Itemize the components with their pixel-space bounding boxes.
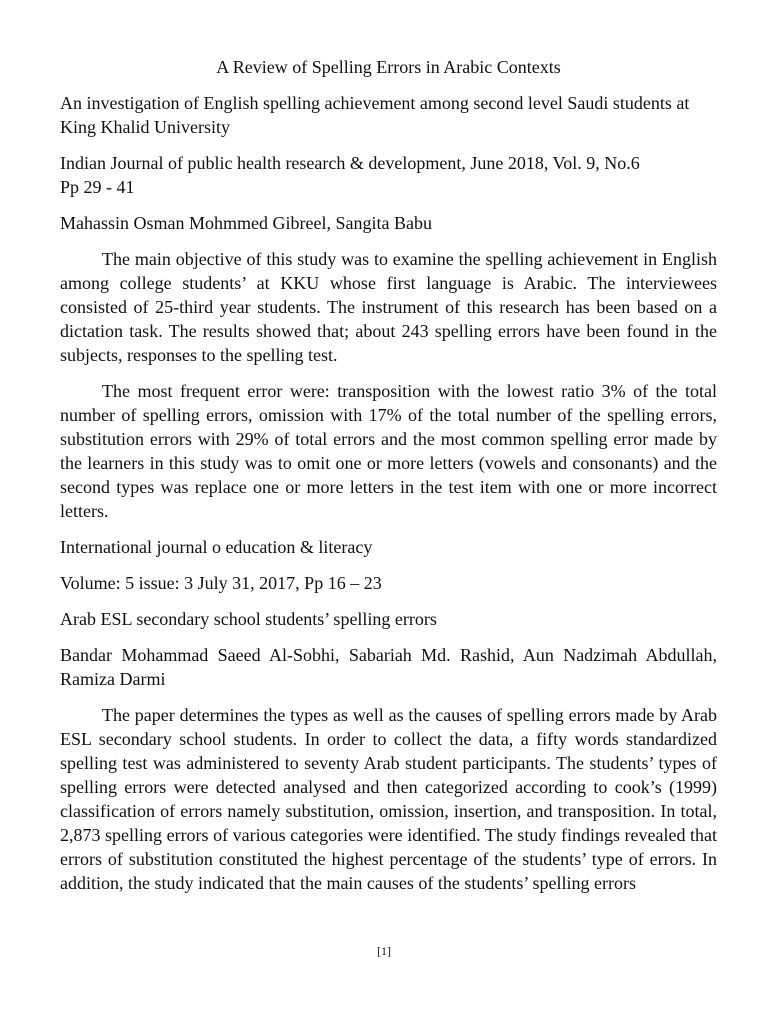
entry2-article-title: Arab ESL secondary school students’ spelling errors [60,609,437,629]
document-page [60,55,717,895]
document-title: A Review of Spelling Errors in Arabic Contexts [216,57,561,77]
page-number: [1] [377,944,391,958]
entry2-volume: Volume: 5 issue: 3 July 31, 2017, Pp 16 – 23 [60,573,382,593]
entry2-journal: International journal o education & literacy [60,537,373,557]
entry1-paragraph2: The most frequent error were: transposition with the lowest ratio 3% of the total number of spelling errors, omission with 17% of the total number of the spelling errors, substitution errors with 29% of total errors and the most common spelling error made by the learners in this study was to omit one or more letters (vowels and consonants) and the second types was replace one or more letters in the test item with one or more incorrect letters. [60,381,717,521]
entry1-journal-line1: Indian Journal of public health research & development, June 2018, Vol. 9, No.6 [60,153,640,173]
entry1-paragraph1: The main objective of this study was to examine the spelling achievement in English among college students’ at KKU whose first language is Arabic. The interviewees consisted of 25-third year students. The instrument of this research has been based on a dictation task. The results showed that; about 243 spelling errors have been found in the subjects, responses to the spelling test. [60,249,717,365]
entry1-article-title: An investigation of English spelling achievement among second level Saudi students at King Khalid University [60,93,690,137]
entry2-paragraph1: The paper determines the types as well as the causes of spelling errors made by Arab ESL secondary school students. In order to collect the data, a fifty words standardized spelling test was administered to seventy Arab student participants. The students’ types of spelling errors were detected analysed and then categorized according to cook’s (1999) classification of errors namely substitution, omission, insertion, and transposition. In total, 2,873 spelling errors of various categories were identified. The study findings revealed that errors of substitution constituted the highest percentage of the students’ type of errors. In addition, the study indicated that the main causes of the students’ spelling errors [60,705,717,893]
entry2-authors: Bandar Mohammad Saeed Al-Sobhi, Sabariah Md. Rashid, Aun Nadzimah Abdullah, Ramiza Darmi [60,645,717,689]
entry1-authors: Mahassin Osman Mohmmed Gibreel, Sangita Babu [60,213,432,233]
entry1-journal-line2: Pp 29 - 41 [60,177,135,197]
